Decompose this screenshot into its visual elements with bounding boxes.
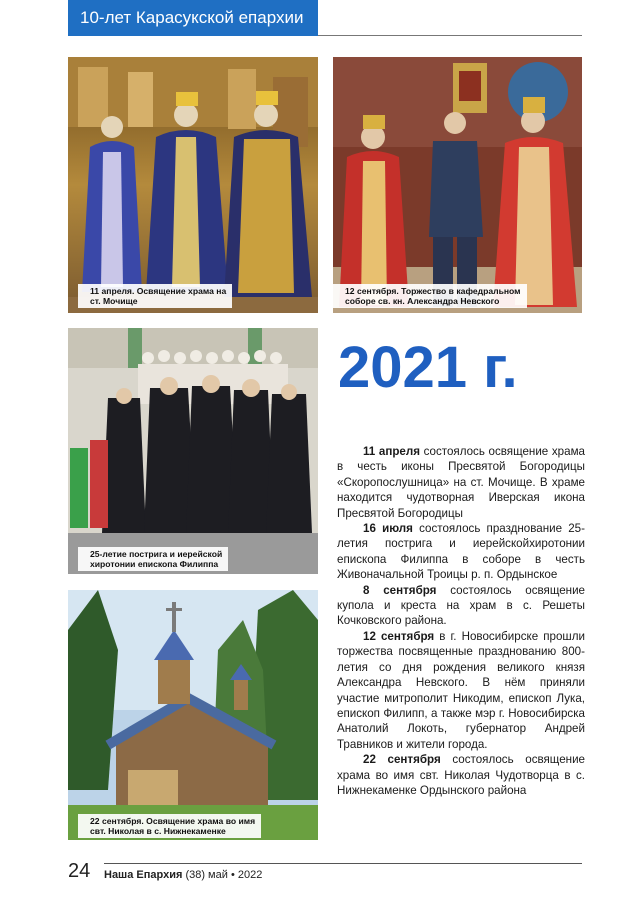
footer-bullet: • bbox=[230, 869, 235, 881]
page-number: 24 bbox=[68, 860, 91, 882]
issue-year: 2022 bbox=[237, 869, 263, 881]
header-divider bbox=[318, 35, 582, 36]
photo-caption: 22 сентября. Освящение храма во имя свт. Николая в с. Нижнекаменке bbox=[78, 814, 261, 838]
photo-wooden-church bbox=[68, 590, 318, 840]
section-title: 10-лет Карасукской епархии bbox=[68, 0, 318, 36]
magazine-name: Наша Епархия bbox=[104, 869, 183, 881]
paragraph: 11 апреля состоялось освящение храма в честь иконы Пресвятой Богородицы «Скоропослушница» на ст. Мочище. В храме находится чудотворная Иверская икона Пресвятой Богородицы bbox=[337, 445, 585, 520]
photo-cathedral-ceremony bbox=[333, 57, 582, 313]
year-heading: 2021 г. bbox=[338, 335, 518, 400]
article-text bbox=[337, 444, 585, 798]
photo-caption: 11 апреля. Освящение храма на ст. Мочище bbox=[78, 284, 232, 308]
photo-caption: 25-летие пострига и иерейской хиротонии епископа Филиппа bbox=[78, 547, 228, 571]
issue-info: (38) май bbox=[185, 869, 228, 881]
footer-info bbox=[104, 869, 262, 881]
photo-caption: 12 сентября. Торжество в кафедральном соборе св. кн. Александра Невского bbox=[333, 284, 527, 308]
paragraph: 16 июля состоялось празднование 25-летия пострига и иерейскойхиротонии епископа Филиппа в соборе в честь Живоначальной Троицы р. п. Ордынское bbox=[337, 522, 585, 582]
footer-divider bbox=[104, 863, 582, 864]
paragraph: 12 сентября в г. Новосибирске прошли торжества посвященные празднованию 800-летия со дня рождения великого князя Александра Невского. В нём приняли участие митрополит Никодим, епископ Лука, епископ Филипп, а также мэр г. Новосибирска Анатолий Локоть, губернатор Андрей Травников и жители города. bbox=[337, 629, 585, 751]
photo-anniversary-group bbox=[68, 328, 318, 574]
paragraph: 22 сентября состоялось освящение храма во имя свт. Николая Чудотворца в с. Нижнекаменке Ордынского района bbox=[337, 753, 585, 797]
paragraph: 8 сентября состоялось освящение купола и креста на храм в с. Решеты Кочковского района. bbox=[337, 583, 585, 628]
photo-consecration-mochishche bbox=[68, 57, 318, 313]
